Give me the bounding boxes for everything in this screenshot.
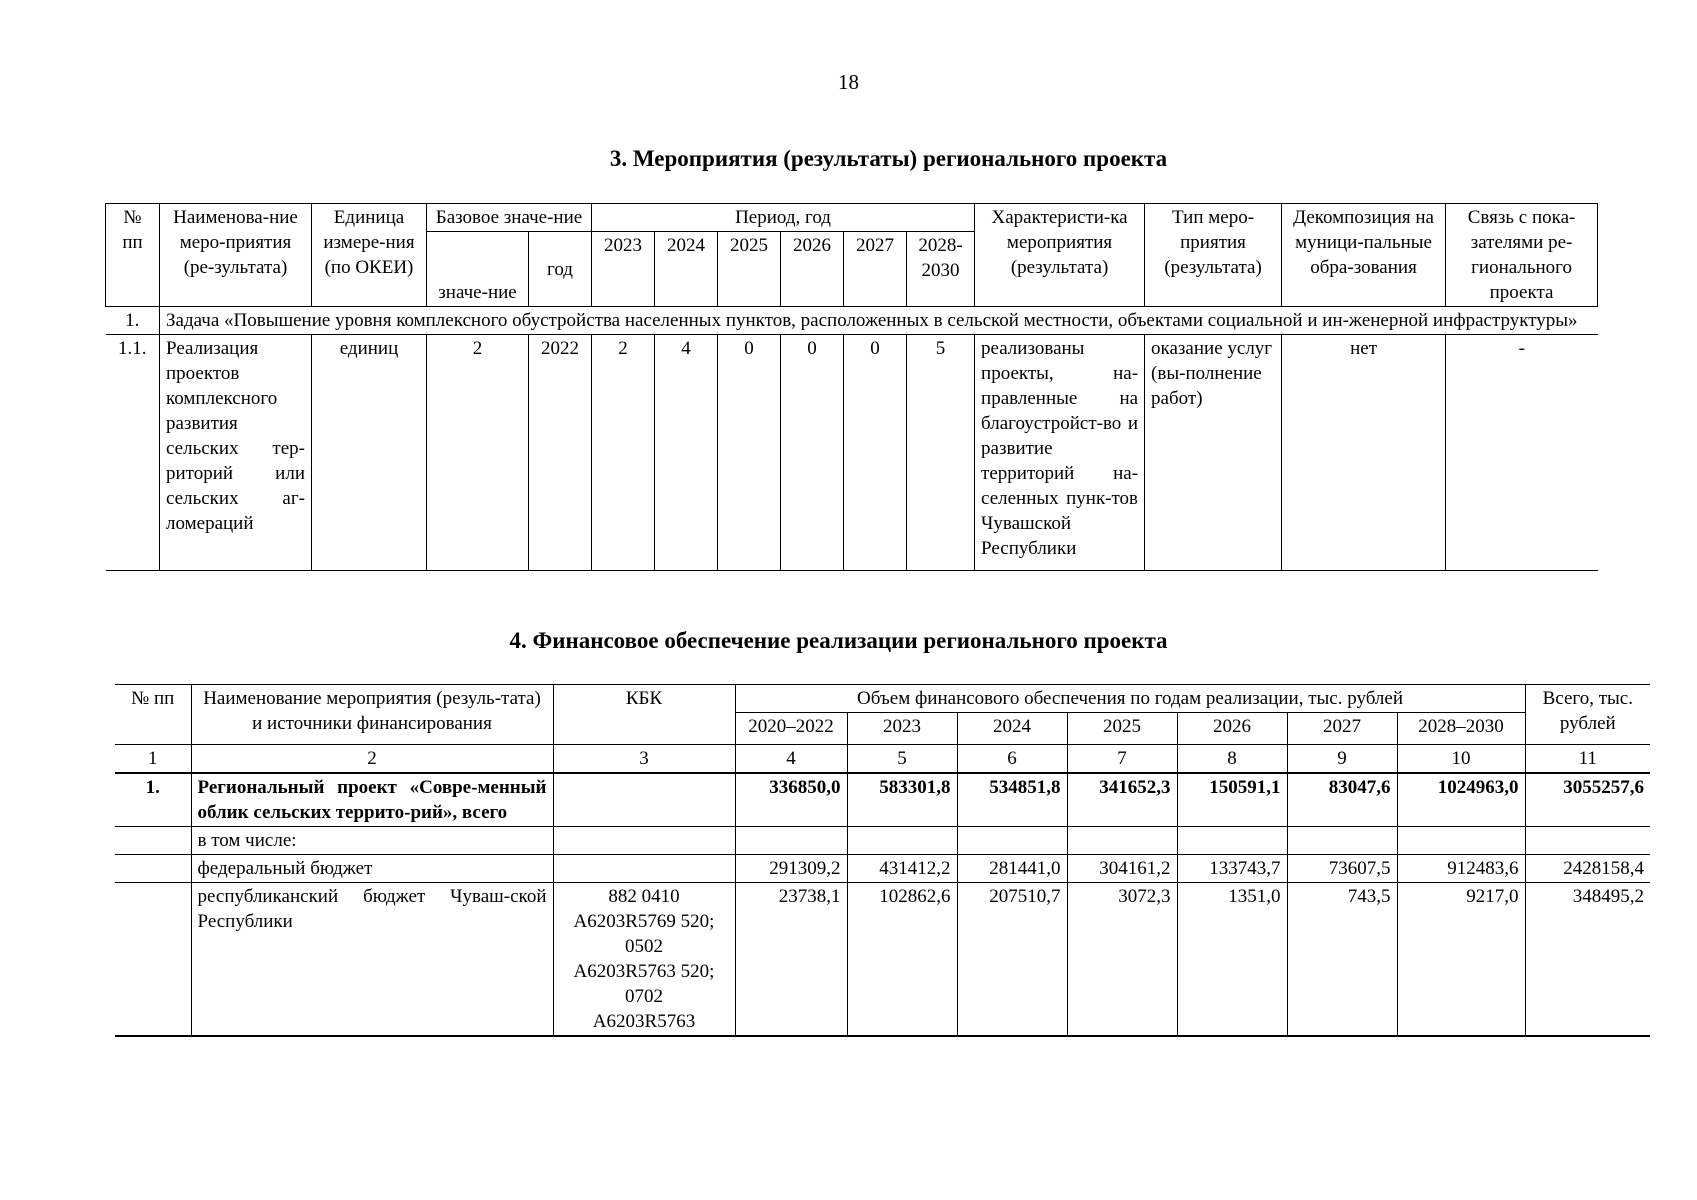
col-number: 1 (115, 745, 191, 774)
fin-value: 291309,2 (735, 855, 847, 883)
events-table (105, 203, 1598, 571)
fin-total: 2428158,4 (1525, 855, 1650, 883)
page-number: 18 (838, 70, 859, 94)
fin-row-num (115, 883, 191, 1037)
header-year-2028-2030: 2028-2030 (907, 232, 975, 307)
fin-value: 1351,0 (1177, 883, 1287, 1037)
fin-value: 534851,8 (957, 773, 1067, 827)
row-base-value: 2 (427, 335, 529, 571)
header-num: № пп (106, 204, 160, 307)
fin-header-year-2028-2030: 2028–2030 (1397, 713, 1525, 745)
fin-header-year-2026: 2026 (1177, 713, 1287, 745)
fin-row-name: Региональный проект «Совре-менный облик сельских террито-рий», всего (191, 773, 553, 827)
fin-value: 743,5 (1287, 883, 1397, 1037)
header-base-year: год (529, 232, 592, 307)
header-base: Базовое значе-ние (427, 204, 592, 232)
row-decomposition: нет (1282, 335, 1446, 571)
fin-header-volume: Объем финансового обеспечения по годам реализации, тыс. рублей (735, 685, 1525, 713)
fin-header-num: № пп (115, 685, 191, 745)
fin-row-kbk: 882 0410 А6203R5769 520; 0502 А6203R5763 520; 0702 А6203R5763 (553, 883, 735, 1037)
col-number: 4 (735, 745, 847, 774)
fin-row-num (115, 855, 191, 883)
task-text: Задача «Повышение уровня комплексного обустройства населенных пунктов, расположенных в сельской местности, объектами социальной и ин-женерной инфраструктуры» (160, 307, 1598, 335)
header-year-2025: 2025 (718, 232, 781, 307)
fin-row-kbk (553, 773, 735, 827)
header-link: Связь с пока-зателями ре-гионального проекта (1446, 204, 1598, 307)
fin-total: 348495,2 (1525, 883, 1650, 1037)
fin-value: 281441,0 (957, 855, 1067, 883)
fin-value: 336850,0 (735, 773, 847, 827)
fin-header-year-2025: 2025 (1067, 713, 1177, 745)
row-link: - (1446, 335, 1598, 571)
fin-value: 3072,3 (1067, 883, 1177, 1037)
fin-header-year-2024: 2024 (957, 713, 1067, 745)
fin-value: 912483,6 (1397, 855, 1525, 883)
section-3-title: 3. Мероприятия (результаты) регионального проекта (609, 146, 1168, 171)
fin-header-year-2023: 2023 (847, 713, 957, 745)
header-decomposition: Декомпозиция на муници-пальные обра-зования (1282, 204, 1446, 307)
row-unit: единиц (312, 335, 427, 571)
finance-table (115, 684, 1650, 1037)
fin-row-name: федеральный бюджет (191, 855, 553, 883)
fin-row-kbk (553, 855, 735, 883)
header-period: Период, год (592, 204, 975, 232)
fin-row-kbk (553, 827, 735, 855)
col-number: 5 (847, 745, 957, 774)
fin-row-num: 1. (115, 773, 191, 827)
fin-value (1287, 827, 1397, 855)
row-value-2023: 2 (592, 335, 655, 571)
col-number: 6 (957, 745, 1067, 774)
header-year-2023: 2023 (592, 232, 655, 307)
fin-header-year-2027: 2027 (1287, 713, 1397, 745)
fin-value: 304161,2 (1067, 855, 1177, 883)
fin-value: 583301,8 (847, 773, 957, 827)
row-characteristic: реализованы проекты, на-правленные на благоустройст-во и развитие территорий на-селенных пунк-тов Чувашской Республики (975, 335, 1145, 571)
header-base-value: значе-ние (427, 232, 529, 307)
col-number: 7 (1067, 745, 1177, 774)
fin-value: 1024963,0 (1397, 773, 1525, 827)
fin-value: 23738,1 (735, 883, 847, 1037)
fin-row-num (115, 827, 191, 855)
row-base-year: 2022 (529, 335, 592, 571)
col-number: 3 (553, 745, 735, 774)
fin-value (1177, 827, 1287, 855)
fin-value (1397, 827, 1525, 855)
col-number: 11 (1525, 745, 1650, 774)
fin-value: 9217,0 (1397, 883, 1525, 1037)
header-characteristic: Характеристи-ка мероприятия (результата) (975, 204, 1145, 307)
fin-total: 3055257,6 (1525, 773, 1650, 827)
fin-value: 83047,6 (1287, 773, 1397, 827)
fin-header-name: Наименование мероприятия (резуль-тата) и источники финансирования (191, 685, 553, 745)
fin-value: 341652,3 (1067, 773, 1177, 827)
fin-header-year-2020-2022: 2020–2022 (735, 713, 847, 745)
header-name: Наименова-ние меро-приятия (ре-зультата) (160, 204, 312, 307)
fin-value (735, 827, 847, 855)
row-value-2024: 4 (655, 335, 718, 571)
header-unit: Единица измере-ния (по ОКЕИ) (312, 204, 427, 307)
header-year-2027: 2027 (844, 232, 907, 307)
fin-row-name: республиканский бюджет Чуваш-ской Республики (191, 883, 553, 1037)
row-value-2027: 0 (844, 335, 907, 571)
col-number: 2 (191, 745, 553, 774)
row-value-2025: 0 (718, 335, 781, 571)
row-type: оказание услуг (вы-полнение работ) (1145, 335, 1282, 571)
fin-value: 207510,7 (957, 883, 1067, 1037)
fin-total (1525, 827, 1650, 855)
row-value-2026: 0 (781, 335, 844, 571)
fin-value (1067, 827, 1177, 855)
fin-row-name: в том числе: (191, 827, 553, 855)
fin-value: 73607,5 (1287, 855, 1397, 883)
row-name: Реализация проектов комплексного развития сельских тер-риторий или сельских аг-ломераций (160, 335, 312, 571)
col-number: 9 (1287, 745, 1397, 774)
header-year-2026: 2026 (781, 232, 844, 307)
fin-header-total: Всего, тыс. рублей (1525, 685, 1650, 745)
row-value-2028-2030: 5 (907, 335, 975, 571)
header-year-2024: 2024 (655, 232, 718, 307)
fin-value: 150591,1 (1177, 773, 1287, 827)
header-type: Тип меро-приятия (результата) (1145, 204, 1282, 307)
fin-value (957, 827, 1067, 855)
fin-value: 431412,2 (847, 855, 957, 883)
task-num: 1. (106, 307, 160, 335)
col-number: 10 (1397, 745, 1525, 774)
fin-value: 102862,6 (847, 883, 957, 1037)
col-number: 8 (1177, 745, 1287, 774)
row-num: 1.1. (106, 335, 160, 571)
fin-value (847, 827, 957, 855)
fin-value: 133743,7 (1177, 855, 1287, 883)
fin-header-kbk: КБК (553, 685, 735, 745)
section-4-title: 4. Финансовое обеспечение реализации регионального проекта (509, 628, 1168, 653)
